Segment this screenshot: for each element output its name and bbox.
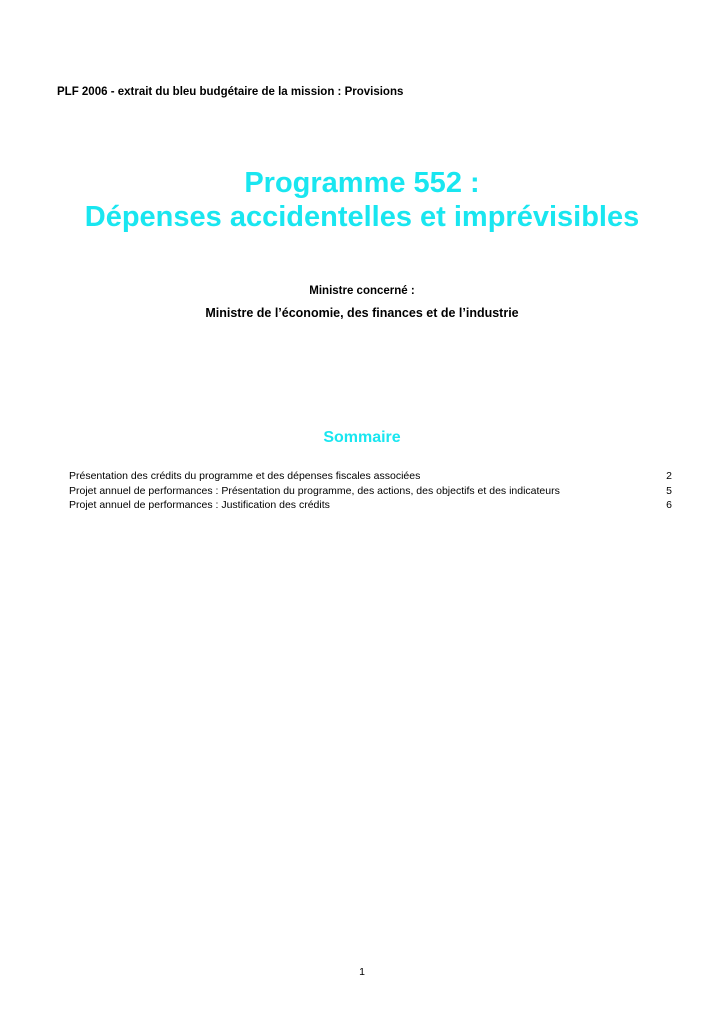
sommaire-heading: Sommaire	[323, 429, 401, 446]
toc-entry-page: 5	[666, 484, 672, 497]
table-of-contents	[69, 469, 672, 513]
program-title-line-2: Dépenses accidentelles et imprévisibles	[84, 201, 640, 233]
minister-name: Ministre de l’économie, des finances et de l’industrie	[205, 306, 519, 320]
toc-entry-page: 2	[666, 470, 672, 482]
program-title	[0, 166, 724, 234]
toc-entry-label: Projet annuel de performances : Justification des crédits	[69, 499, 330, 511]
program-title-line-1: Programme 552 :	[244, 167, 480, 199]
document-header: PLF 2006 - extrait du bleu budgétaire de la mission : Provisions	[57, 86, 404, 98]
toc-entry[interactable]	[69, 469, 672, 484]
toc-entry[interactable]	[69, 484, 672, 499]
page-number: 1	[359, 966, 365, 978]
toc-entry-page: 6	[666, 499, 672, 511]
toc-entry-label: Projet annuel de performances : Présentation du programme, des actions, des objectifs et des indicateurs	[69, 484, 560, 497]
minister-label: Ministre concerné :	[309, 285, 415, 297]
toc-entry-label: Présentation des crédits du programme et des dépenses fiscales associées	[69, 470, 421, 482]
toc-entry[interactable]	[69, 498, 672, 513]
